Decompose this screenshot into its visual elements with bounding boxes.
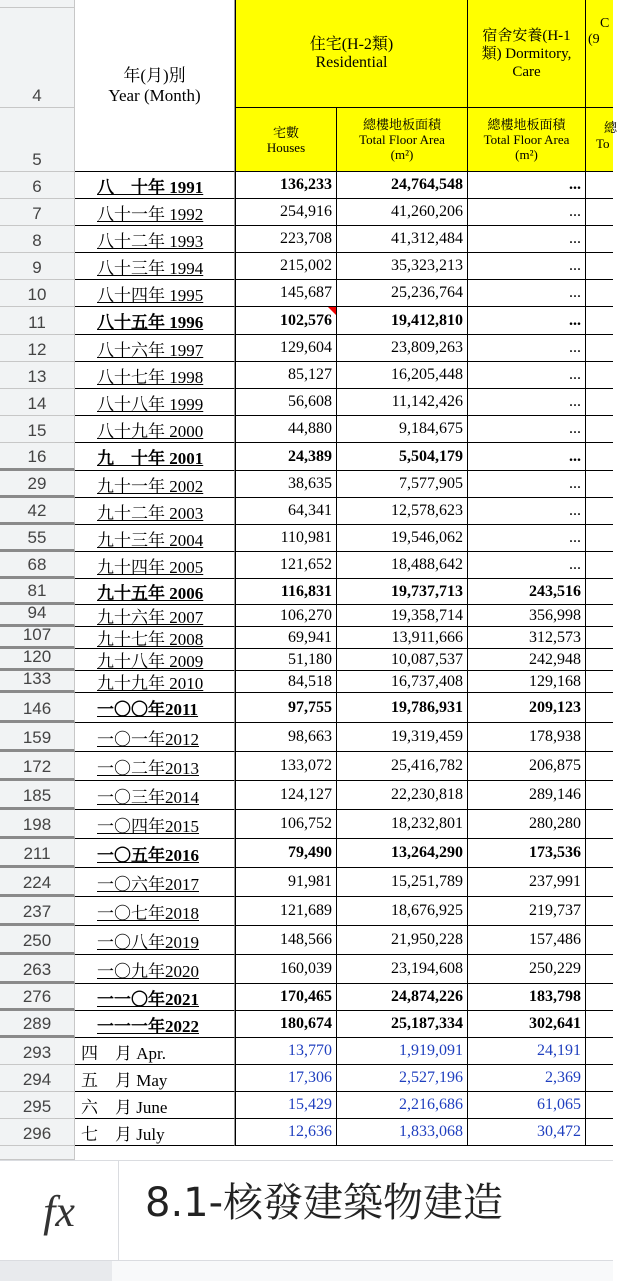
row-header-3[interactable] [0, 0, 75, 8]
year-month-cell[interactable]: 九十九年 2010 [75, 671, 235, 693]
year-month-cell[interactable]: 八十一年 1992 [75, 199, 235, 226]
row-header[interactable]: 55 [0, 525, 75, 552]
floor-area-cell[interactable]: 5,504,179 [337, 443, 468, 471]
next-column-cell[interactable] [586, 525, 613, 552]
row-header[interactable]: 11 [0, 307, 75, 335]
next-column-cell[interactable] [586, 307, 613, 335]
floor-area-cell[interactable]: 9,184,675 [337, 416, 468, 443]
year-month-cell[interactable]: 五 月 May [75, 1065, 235, 1092]
houses-cell[interactable]: 254,916 [235, 199, 337, 226]
row-header[interactable]: 289 [0, 1011, 75, 1038]
dorm-area-cell[interactable]: 2,369 [468, 1065, 586, 1092]
row-header[interactable]: 94 [0, 605, 75, 627]
next-column-cell[interactable] [586, 723, 613, 752]
dorm-area-cell[interactable]: 242,948 [468, 649, 586, 671]
houses-cell[interactable]: 136,233 [235, 172, 337, 199]
next-column-cell[interactable] [586, 498, 613, 525]
next-column-header[interactable] [586, 0, 613, 108]
formula-bar[interactable] [0, 1160, 613, 1261]
row-header[interactable]: 81 [0, 579, 75, 605]
next-column-cell[interactable] [586, 172, 613, 199]
year-month-cell[interactable]: 一〇四年2015 [75, 810, 235, 839]
floor-area-cell[interactable]: 24,764,548 [337, 172, 468, 199]
next-sub-header[interactable] [586, 108, 617, 172]
row-header[interactable]: 7 [0, 199, 75, 226]
next-column-cell[interactable] [586, 226, 613, 253]
floor-area-cell[interactable]: 22,230,818 [337, 781, 468, 810]
houses-cell[interactable]: 24,389 [235, 443, 337, 471]
row-header[interactable]: 237 [0, 897, 75, 926]
dorm-area-cell[interactable]: ... [468, 552, 586, 579]
next-column-cell[interactable] [586, 1065, 613, 1092]
floor-area-cell[interactable]: 16,205,448 [337, 362, 468, 389]
row-header[interactable]: 295 [0, 1092, 75, 1119]
year-month-cell[interactable]: 八十七年 1998 [75, 362, 235, 389]
floor-area-cell[interactable]: 19,737,713 [337, 579, 468, 605]
row-header[interactable]: 120 [0, 649, 75, 671]
row-header[interactable]: 294 [0, 1065, 75, 1092]
year-month-cell[interactable]: 七 月 July [75, 1119, 235, 1146]
row-header[interactable]: 8 [0, 226, 75, 253]
houses-cell[interactable]: 44,880 [235, 416, 337, 443]
dorm-area-cell[interactable]: 178,938 [468, 723, 586, 752]
dorm-area-cell[interactable]: 24,191 [468, 1038, 586, 1065]
next-column-cell[interactable] [586, 955, 613, 984]
dorm-area-cell[interactable]: ... [468, 471, 586, 498]
area-en: Total Floor Area [359, 132, 445, 147]
next-column-cell[interactable] [586, 1011, 613, 1038]
row-header[interactable]: 296 [0, 1119, 75, 1146]
dorm-area-cell[interactable]: 312,573 [468, 627, 586, 649]
dorm-area-cell[interactable]: ... [468, 307, 586, 335]
dorm-area-cell[interactable]: ... [468, 443, 586, 471]
next-column-cell[interactable] [586, 810, 613, 839]
dorm-area-unit: (m²) [515, 147, 538, 162]
dorm-area-cell[interactable]: ... [468, 525, 586, 552]
year-month-cell[interactable]: 一〇一年2012 [75, 723, 235, 752]
floor-area-cell[interactable]: 23,194,608 [337, 955, 468, 984]
row-header[interactable]: 42 [0, 498, 75, 525]
next-column-cell[interactable] [586, 693, 613, 723]
next-col-frag-3: 總 [604, 120, 617, 135]
houses-cell[interactable]: 51,180 [235, 649, 337, 671]
houses-cell[interactable]: 79,490 [235, 839, 337, 868]
floor-area-cell[interactable]: 25,416,782 [337, 752, 468, 781]
residential-zh: 住宅(H-2類) [309, 35, 394, 53]
dorm-area-cell[interactable]: 157,486 [468, 926, 586, 955]
floor-area-cell[interactable]: 19,412,810 [337, 307, 468, 335]
dorm-area-en: Total Floor Area [483, 132, 570, 147]
floor-area-cell[interactable]: 2,216,686 [337, 1092, 468, 1119]
residential-header[interactable] [235, 0, 468, 108]
row-header[interactable]: 29 [0, 471, 75, 498]
next-column-cell[interactable] [586, 280, 613, 307]
next-column-cell[interactable] [586, 926, 613, 955]
row-header[interactable] [0, 1146, 75, 1160]
floor-area-cell[interactable]: 41,260,206 [337, 199, 468, 226]
year-month-cell[interactable]: 九十二年 2003 [75, 498, 235, 525]
dorm-area-cell[interactable]: ... [468, 335, 586, 362]
year-month-header[interactable] [75, 0, 235, 172]
row-header-5[interactable]: 5 [0, 108, 75, 172]
year-month-cell[interactable]: 九十一年 2002 [75, 471, 235, 498]
floor-area-cell[interactable]: 10,087,537 [337, 649, 468, 671]
year-month-cell[interactable]: 八十五年 1996 [75, 307, 235, 335]
dorm-area-cell[interactable]: ... [468, 199, 586, 226]
dorm-area-cell[interactable]: 237,991 [468, 868, 586, 897]
dorm-area-cell[interactable]: ... [468, 226, 586, 253]
row-header[interactable]: 10 [0, 280, 75, 307]
year-month-cell[interactable]: 八十三年 1994 [75, 253, 235, 280]
year-month-cell[interactable]: 四 月 Apr. [75, 1038, 235, 1065]
dorm-floor-area-header[interactable] [468, 108, 586, 172]
floor-area-cell[interactable]: 25,236,764 [337, 280, 468, 307]
floor-area-cell[interactable]: 18,488,642 [337, 552, 468, 579]
houses-cell[interactable]: 15,429 [235, 1092, 337, 1119]
year-month-cell[interactable]: 一一一年2022 [75, 1011, 235, 1038]
houses-cell[interactable]: 133,072 [235, 752, 337, 781]
row-header[interactable]: 250 [0, 926, 75, 955]
houses-header[interactable] [235, 108, 337, 172]
dorm-area-cell[interactable]: ... [468, 389, 586, 416]
row-header[interactable]: 198 [0, 810, 75, 839]
floor-area-cell[interactable]: 11,142,426 [337, 389, 468, 416]
houses-cell[interactable]: 129,604 [235, 335, 337, 362]
year-month-cell[interactable]: 八十六年 1997 [75, 335, 235, 362]
row-header[interactable]: 6 [0, 172, 75, 199]
year-month-cell[interactable]: 一〇五年2016 [75, 839, 235, 868]
year-label-en: Year (Month) [108, 85, 201, 105]
year-month-cell[interactable]: 八十二年 1993 [75, 226, 235, 253]
floor-area-cell[interactable]: 19,546,062 [337, 525, 468, 552]
year-month-cell[interactable]: 一一〇年2021 [75, 984, 235, 1011]
floor-area-cell[interactable]: 7,577,905 [337, 471, 468, 498]
dorm-en-line1: 類) Dormitory, [481, 45, 572, 62]
sheet-tab-bar [0, 1260, 613, 1281]
dorm-area-cell[interactable]: 243,516 [468, 579, 586, 605]
floor-area-cell[interactable]: 16,737,408 [337, 671, 468, 693]
floor-area-cell[interactable]: 18,676,925 [337, 897, 468, 926]
houses-cell[interactable]: 97,755 [235, 693, 337, 723]
dorm-area-cell[interactable]: 206,875 [468, 752, 586, 781]
houses-zh: 宅數 [272, 124, 299, 140]
dorm-area-cell[interactable]: 173,536 [468, 839, 586, 868]
year-month-cell[interactable]: 一〇三年2014 [75, 781, 235, 810]
next-column-cell[interactable] [586, 984, 613, 1011]
dorm-area-cell[interactable]: ... [468, 172, 586, 199]
row-header[interactable]: 15 [0, 416, 75, 443]
next-column-cell[interactable] [586, 839, 613, 868]
year-month-cell[interactable]: 九十七年 2008 [75, 627, 235, 649]
next-column-cell[interactable] [586, 199, 613, 226]
residential-en: Residential [315, 53, 388, 71]
floor-area-cell[interactable]: 24,874,226 [337, 984, 468, 1011]
next-column-cell[interactable] [586, 671, 613, 693]
dormitory-header[interactable] [468, 0, 586, 108]
dorm-area-cell[interactable]: ... [468, 416, 586, 443]
year-month-cell[interactable]: 九十六年 2007 [75, 605, 235, 627]
floor-area-cell[interactable]: 12,578,623 [337, 498, 468, 525]
row-header[interactable]: 68 [0, 552, 75, 579]
houses-cell[interactable]: 102,576 [235, 307, 337, 335]
floor-area-cell[interactable]: 1,833,068 [337, 1119, 468, 1146]
next-column-cell[interactable] [586, 627, 613, 649]
dorm-area-cell[interactable]: ... [468, 362, 586, 389]
dorm-area-cell[interactable]: ... [468, 498, 586, 525]
floor-area-cell[interactable]: 23,809,263 [337, 335, 468, 362]
houses-cell[interactable]: 38,635 [235, 471, 337, 498]
sheet-tab[interactable] [0, 1261, 112, 1281]
row-header[interactable]: 263 [0, 955, 75, 984]
year-month-cell[interactable]: 九十四年 2005 [75, 552, 235, 579]
houses-cell[interactable]: 121,689 [235, 897, 337, 926]
next-column-cell[interactable] [586, 443, 613, 471]
houses-cell[interactable]: 145,687 [235, 280, 337, 307]
row-header[interactable]: 9 [0, 253, 75, 280]
next-column-cell[interactable] [586, 1119, 613, 1146]
houses-cell[interactable]: 121,652 [235, 552, 337, 579]
next-column-cell[interactable] [586, 471, 613, 498]
houses-cell[interactable]: 124,127 [235, 781, 337, 810]
dorm-area-cell[interactable]: 289,146 [468, 781, 586, 810]
floor-area-cell[interactable]: 18,232,801 [337, 810, 468, 839]
dorm-area-cell[interactable]: 356,998 [468, 605, 586, 627]
dorm-area-cell[interactable]: 129,168 [468, 671, 586, 693]
comment-indicator-icon[interactable] [328, 307, 336, 315]
year-month-cell[interactable]: 一〇八年2019 [75, 926, 235, 955]
houses-cell[interactable]: 180,674 [235, 1011, 337, 1038]
dorm-area-cell[interactable]: ... [468, 253, 586, 280]
houses-cell[interactable]: 56,608 [235, 389, 337, 416]
next-col-frag-2: (9 [588, 32, 600, 47]
next-column-cell[interactable] [586, 752, 613, 781]
next-column-cell[interactable] [586, 605, 613, 627]
row-header[interactable]: 224 [0, 868, 75, 897]
next-col-frag-1: C [600, 16, 610, 31]
dorm-area-cell[interactable]: 183,798 [468, 984, 586, 1011]
floor-area-cell[interactable]: 1,919,091 [337, 1038, 468, 1065]
houses-cell[interactable]: 148,566 [235, 926, 337, 955]
year-month-cell[interactable]: 九十八年 2009 [75, 649, 235, 671]
houses-cell[interactable]: 215,002 [235, 253, 337, 280]
row-header[interactable]: 13 [0, 362, 75, 389]
houses-cell[interactable]: 160,039 [235, 955, 337, 984]
floor-area-cell[interactable]: 13,911,666 [337, 627, 468, 649]
houses-cell[interactable]: 170,465 [235, 984, 337, 1011]
next-column-cell[interactable] [586, 579, 613, 605]
dorm-area-cell[interactable]: 250,229 [468, 955, 586, 984]
houses-cell[interactable]: 84,518 [235, 671, 337, 693]
floor-area-cell[interactable]: 25,187,334 [337, 1011, 468, 1038]
houses-cell[interactable]: 106,752 [235, 810, 337, 839]
houses-cell[interactable]: 12,636 [235, 1119, 337, 1146]
houses-cell[interactable]: 110,981 [235, 525, 337, 552]
row-header[interactable]: 172 [0, 752, 75, 781]
floor-area-cell[interactable]: 2,527,196 [337, 1065, 468, 1092]
area-unit: (m²) [390, 147, 414, 162]
houses-cell[interactable]: 91,981 [235, 868, 337, 897]
next-column-cell[interactable] [586, 1038, 613, 1065]
houses-cell[interactable]: 116,831 [235, 579, 337, 605]
houses-cell[interactable]: 64,341 [235, 498, 337, 525]
dorm-area-cell[interactable]: ... [468, 280, 586, 307]
floor-area-cell[interactable]: 35,323,213 [337, 253, 468, 280]
row-header-4[interactable]: 4 [0, 8, 75, 108]
next-column-cell[interactable] [586, 1092, 613, 1119]
year-month-cell[interactable]: 九十三年 2004 [75, 525, 235, 552]
houses-cell[interactable]: 13,770 [235, 1038, 337, 1065]
row-header[interactable]: 12 [0, 335, 75, 362]
row-header[interactable]: 159 [0, 723, 75, 752]
year-label-zh: 年(月)別 [123, 65, 186, 85]
next-column-cell[interactable] [586, 335, 613, 362]
houses-cell[interactable]: 17,306 [235, 1065, 337, 1092]
year-month-cell[interactable]: 六 月 June [75, 1092, 235, 1119]
floor-area-cell[interactable]: 21,950,228 [337, 926, 468, 955]
houses-cell[interactable]: 223,708 [235, 226, 337, 253]
row-header[interactable]: 185 [0, 781, 75, 810]
floor-area-cell[interactable]: 15,251,789 [337, 868, 468, 897]
next-col-frag-4: To [596, 136, 610, 151]
dorm-area-cell[interactable]: 209,123 [468, 693, 586, 723]
dorm-area-cell[interactable]: 30,472 [468, 1119, 586, 1146]
row-header[interactable]: 14 [0, 389, 75, 416]
floor-area-cell[interactable]: 41,312,484 [337, 226, 468, 253]
floor-area-cell[interactable]: 19,358,714 [337, 605, 468, 627]
year-month-cell[interactable]: 八十四年 1995 [75, 280, 235, 307]
row-header[interactable]: 146 [0, 693, 75, 723]
dorm-area-zh: 總樓地板面積 [487, 117, 566, 132]
year-month-cell[interactable]: 八十八年 1999 [75, 389, 235, 416]
houses-cell[interactable]: 85,127 [235, 362, 337, 389]
next-column-cell[interactable] [586, 649, 613, 671]
floor-area-cell[interactable]: 19,786,931 [337, 693, 468, 723]
year-month-cell[interactable]: 一〇七年2018 [75, 897, 235, 926]
dorm-area-cell[interactable]: 280,280 [468, 810, 586, 839]
dorm-zh: 宿舍安養(H-1 [482, 27, 571, 44]
row-header[interactable]: 276 [0, 984, 75, 1011]
year-month-cell[interactable]: 一〇六年2017 [75, 868, 235, 897]
houses-cell[interactable]: 106,270 [235, 605, 337, 627]
next-column-cell[interactable] [586, 868, 613, 897]
houses-cell[interactable]: 69,941 [235, 627, 337, 649]
year-month-cell[interactable]: 八十九年 2000 [75, 416, 235, 443]
next-column-cell[interactable] [586, 362, 613, 389]
floor-area-header[interactable] [337, 108, 468, 172]
row-header[interactable]: 107 [0, 627, 75, 649]
dorm-area-cell[interactable]: 219,737 [468, 897, 586, 926]
fx-icon: fx [0, 1161, 119, 1261]
next-column-cell[interactable] [586, 416, 613, 443]
next-column-cell[interactable] [586, 389, 613, 416]
dorm-area-cell[interactable]: 61,065 [468, 1092, 586, 1119]
floor-area-cell[interactable]: 13,264,290 [337, 839, 468, 868]
area-zh: 總樓地板面積 [362, 117, 441, 132]
dorm-area-cell[interactable]: 302,641 [468, 1011, 586, 1038]
year-month-cell[interactable]: 一〇二年2013 [75, 752, 235, 781]
next-column-cell[interactable] [586, 253, 613, 280]
row-header[interactable]: 133 [0, 671, 75, 693]
year-month-cell[interactable]: 九 十年 2001 [75, 443, 235, 471]
row-header[interactable]: 16 [0, 443, 75, 471]
formula-content[interactable]: 8.1-核發建築物建造 [145, 1180, 504, 1226]
next-column-cell[interactable] [586, 897, 613, 926]
dorm-en-line2: Care [512, 63, 541, 80]
year-month-cell[interactable]: 一〇九年2020 [75, 955, 235, 984]
year-month-cell[interactable]: 八 十年 1991 [75, 172, 235, 199]
year-month-cell[interactable]: 一〇〇年2011 [75, 693, 235, 723]
floor-area-cell[interactable]: 19,319,459 [337, 723, 468, 752]
houses-cell[interactable]: 98,663 [235, 723, 337, 752]
row-header[interactable]: 211 [0, 839, 75, 868]
next-column-cell[interactable] [586, 781, 613, 810]
houses-en: Houses [266, 139, 306, 155]
row-header[interactable]: 293 [0, 1038, 75, 1065]
year-month-cell[interactable]: 九十五年 2006 [75, 579, 235, 605]
next-column-cell[interactable] [586, 552, 613, 579]
